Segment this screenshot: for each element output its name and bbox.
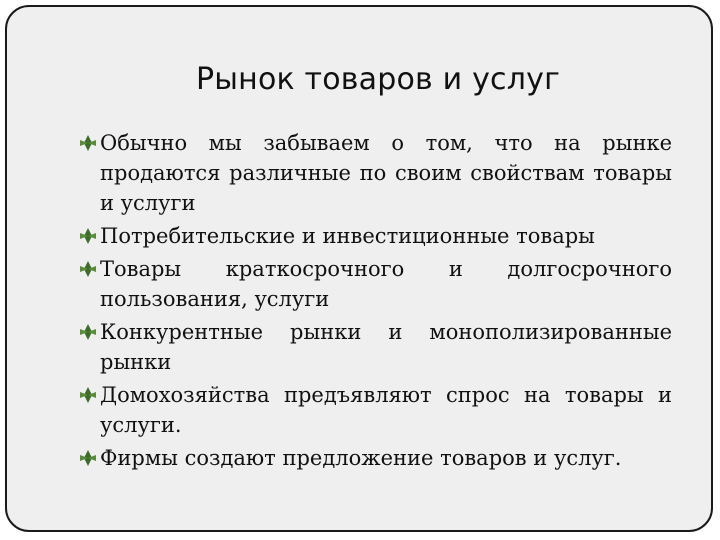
bullet-text: Домохозяйства предъявляют спрос на товары и услуги. <box>100 383 672 437</box>
bullet-text: Потребительские и инвестиционные товары <box>100 224 595 248</box>
bullet-text: Обычно мы забываем о том, что на рынке продаются различные по своим свойствам товары и услуги <box>100 131 672 215</box>
slide-title: Рынок товаров и услуг <box>195 62 561 97</box>
bullet-text: Товары краткосрочного и долгосрочного пользования, услуги <box>100 257 672 311</box>
diamond-bullet-icon <box>78 260 98 278</box>
bullet-item <box>82 317 672 377</box>
bullet-item <box>82 221 672 251</box>
bullet-text: Конкурентные рынки и монополизированные рынки <box>100 320 672 374</box>
bullet-item <box>82 380 672 440</box>
diamond-bullet-icon <box>78 227 98 245</box>
bullet-list <box>82 128 672 476</box>
diamond-bullet-icon <box>78 386 98 404</box>
bullet-item <box>82 254 672 314</box>
bullet-item <box>82 443 672 473</box>
bullet-text: Фирмы создают предложение товаров и услуг. <box>100 446 622 470</box>
diamond-bullet-icon <box>78 134 98 152</box>
diamond-bullet-icon <box>78 449 98 467</box>
diamond-bullet-icon <box>78 323 98 341</box>
bullet-item <box>82 128 672 218</box>
